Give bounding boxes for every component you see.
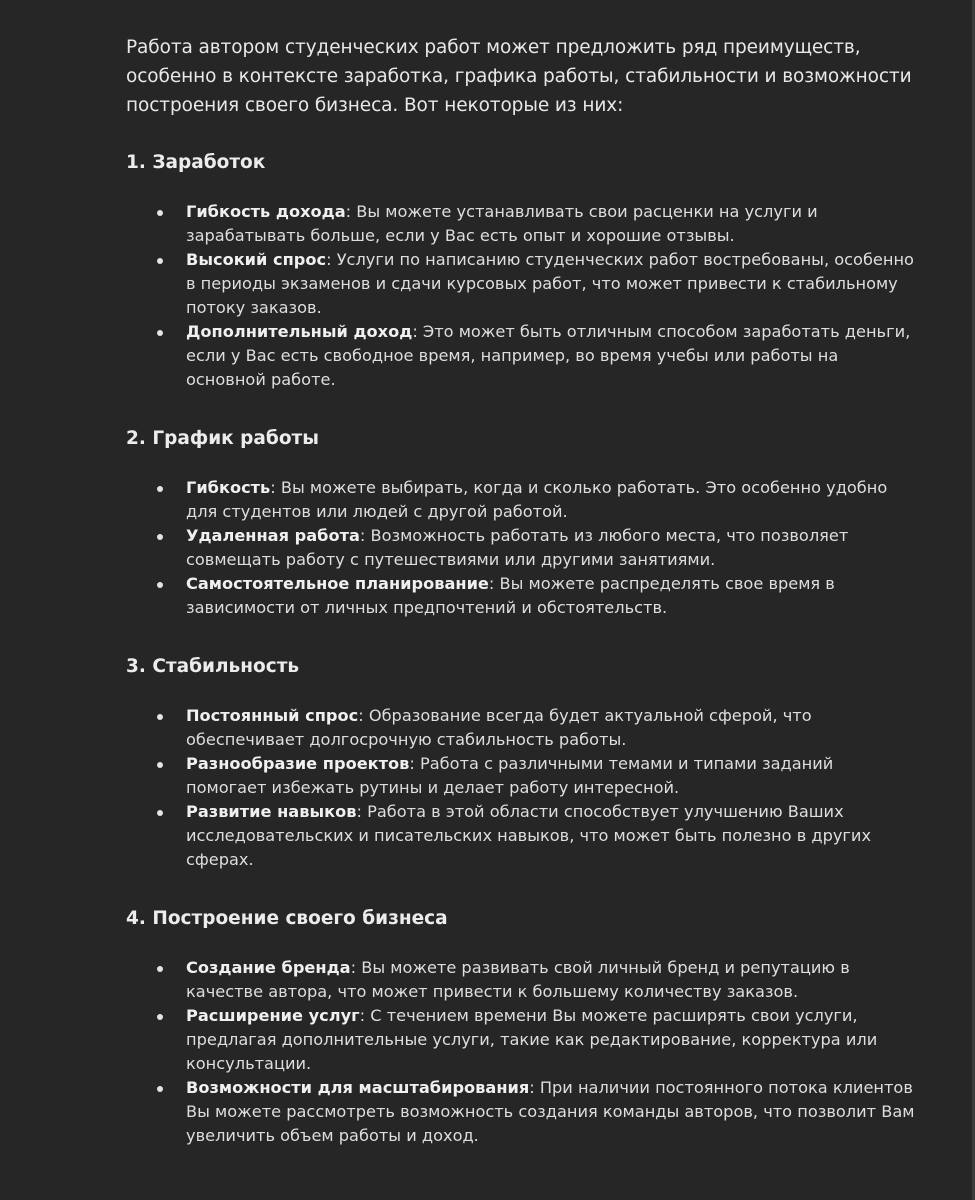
- section-stability: [126, 654, 916, 872]
- item-term: Возможности для масштабирования: [186, 1078, 530, 1097]
- bullet-icon: [157, 714, 163, 720]
- item-text: : Работа в этой области способствует улучшению Ваших исследовательских и писательских навыков, что может быть полезно в других сферах.: [186, 802, 872, 869]
- item-term: Высокий спрос: [186, 250, 327, 269]
- item-text: : Возможность работать из любого места, что позволяет совмещать работу с путешествиями или другими занятиями.: [186, 526, 849, 569]
- item-term: Дополнительный доход: [186, 322, 413, 341]
- bullet-icon: [157, 1014, 163, 1020]
- item-term: Постоянный спрос: [186, 706, 359, 725]
- list-item: [126, 1004, 916, 1076]
- bullet-list: [126, 704, 916, 872]
- intro-paragraph: Работа автором студенческих работ может предложить ряд преимуществ, особенно в контексте заработка, графика работы, стабильности и возможности построения своего бизнеса. Вот некоторые из них:: [126, 37, 912, 116]
- list-item: [126, 248, 916, 320]
- list-item: [126, 200, 916, 248]
- bullet-icon: [157, 210, 163, 216]
- list-item: [126, 956, 916, 1004]
- section-heading: 1. Заработок: [126, 152, 266, 173]
- list-item: [126, 476, 916, 524]
- item-term: Развитие навыков: [186, 802, 357, 821]
- bullet-icon: [157, 534, 163, 540]
- bullet-icon: [157, 582, 163, 588]
- item-text: : Это может быть отличным способом заработать деньги, если у Вас есть свободное время, например, во время учебы или работы на основной работе.: [186, 322, 911, 389]
- response-content: [126, 33, 916, 1145]
- list-item: [126, 800, 916, 872]
- bullet-icon: [157, 1086, 163, 1092]
- item-term: Создание бренда: [186, 958, 351, 977]
- bullet-icon: [157, 330, 163, 336]
- item-text: : Вы можете развивать свой личный бренд и репутацию в качестве автора, что может привести к большему количеству заказов.: [186, 958, 850, 1001]
- item-text: : Образование всегда будет актуальной сферой, что обеспечивает долгосрочную стабильность работы.: [186, 706, 812, 749]
- item-text: : Услуги по написанию студенческих работ востребованы, особенно в периоды экзаменов и сдачи курсовых работ, что может привести к стабильному потоку заказов.: [186, 250, 914, 317]
- item-text: : С течением времени Вы можете расширять свои услуги, предлагая дополнительные услуги, такие как редактирование, корректура или консультации.: [186, 1006, 878, 1073]
- item-text: : Вы можете выбирать, когда и сколько работать. Это особенно удобно для студентов или людей с другой работой.: [186, 478, 888, 521]
- section-business: [126, 906, 916, 1148]
- bullet-list: [126, 476, 916, 620]
- bullet-icon: [157, 810, 163, 816]
- item-term: Гибкость: [186, 478, 271, 497]
- item-text: : При наличии постоянного потока клиентов Вы можете рассмотреть возможность создания команды авторов, что позволит Вам увеличить объем работы и доход.: [186, 1078, 915, 1145]
- item-term: Удаленная работа: [186, 526, 360, 545]
- bullet-list: [126, 956, 916, 1148]
- bullet-icon: [157, 966, 163, 972]
- list-item: [126, 1076, 916, 1148]
- bullet-icon: [157, 258, 163, 264]
- item-term: Разнообразие проектов: [186, 754, 410, 773]
- list-item: [126, 704, 916, 752]
- section-heading: 3. Стабильность: [126, 656, 300, 677]
- item-text: : Вы можете распределять свое время в зависимости от личных предпочтений и обстоятельств.: [186, 574, 835, 617]
- item-text: : Вы можете устанавливать свои расценки на услуги и зарабатывать больше, если у Вас есть опыт и хорошие отзывы.: [186, 202, 818, 245]
- list-item: [126, 572, 916, 620]
- item-term: Гибкость дохода: [186, 202, 346, 221]
- bullet-icon: [157, 762, 163, 768]
- item-text: : Работа с различными темами и типами заданий помогает избежать рутины и делает работу интересной.: [186, 754, 834, 797]
- list-item: [126, 320, 916, 392]
- bullet-icon: [157, 486, 163, 492]
- list-item: [126, 752, 916, 800]
- section-heading: 4. Построение своего бизнеса: [126, 908, 448, 929]
- section-heading: 2. График работы: [126, 428, 319, 449]
- list-item: [126, 524, 916, 572]
- bullet-list: [126, 200, 916, 392]
- section-schedule: [126, 426, 916, 620]
- item-term: Расширение услуг: [186, 1006, 360, 1025]
- section-earnings: [126, 150, 916, 392]
- item-term: Самостоятельное планирование: [186, 574, 489, 593]
